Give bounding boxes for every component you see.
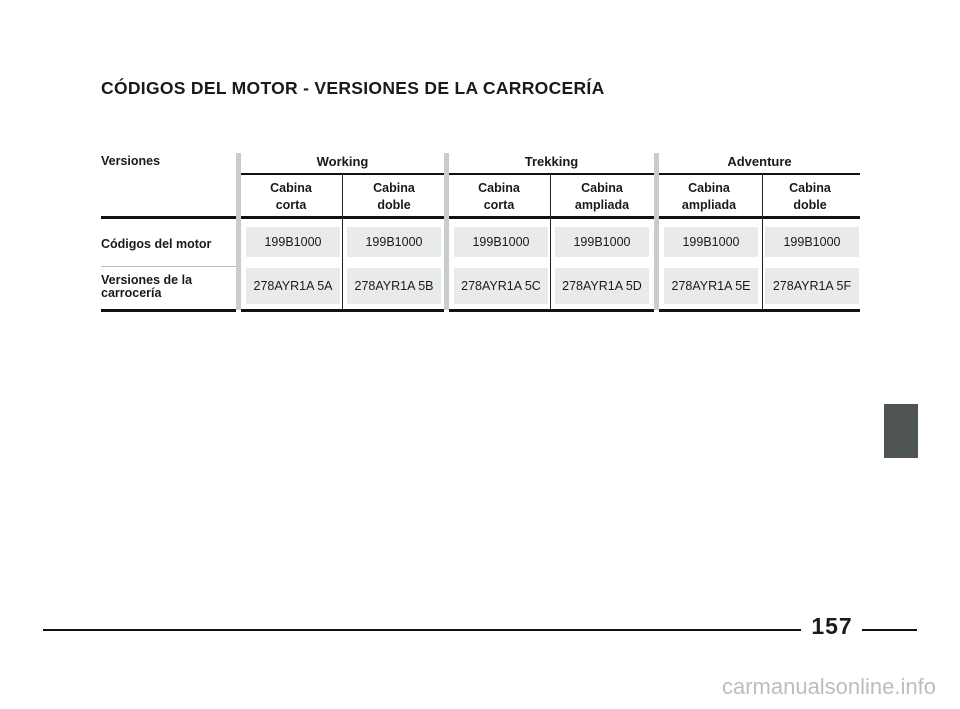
group-separator bbox=[654, 153, 659, 310]
group-header-working: Working bbox=[316, 154, 369, 169]
engine-code-cell: 199B1000 bbox=[664, 227, 758, 257]
header-rule bbox=[659, 216, 860, 219]
subheader: Cabina ampliada bbox=[574, 181, 630, 212]
body-version-cell: 278AYR1A 5C bbox=[454, 268, 548, 304]
group-underline bbox=[449, 173, 654, 175]
group-separator bbox=[236, 153, 241, 310]
column-divider bbox=[762, 175, 763, 311]
page-number: 157 bbox=[811, 613, 853, 639]
group-separator bbox=[444, 153, 449, 310]
engine-codes-table bbox=[101, 150, 860, 313]
bottom-rule bbox=[449, 309, 654, 312]
row-label-carroceria bbox=[101, 274, 192, 300]
subheader: Cabina ampliada bbox=[681, 181, 737, 212]
row-label-versiones: Versiones bbox=[101, 154, 161, 168]
row-label-codigos: Códigos del motor bbox=[101, 237, 212, 251]
column-divider bbox=[342, 175, 343, 311]
group-underline bbox=[659, 173, 860, 175]
body-version-cell: 278AYR1A 5A bbox=[246, 268, 340, 304]
row-label-carroceria-line2: carrocería bbox=[101, 286, 162, 300]
subheader: Cabina doble bbox=[373, 181, 415, 212]
group-header-trekking: Trekking bbox=[524, 154, 579, 169]
header-rule bbox=[101, 216, 236, 219]
engine-code-cell: 199B1000 bbox=[765, 227, 859, 257]
engine-code-cell: 199B1000 bbox=[454, 227, 548, 257]
engine-code-cell: 199B1000 bbox=[246, 227, 340, 257]
column-divider bbox=[550, 175, 551, 311]
subheader: Cabina doble bbox=[789, 181, 831, 212]
body-version-cell: 278AYR1A 5E bbox=[664, 268, 758, 304]
chapter-tab bbox=[884, 404, 918, 458]
subheader: Cabina corta bbox=[270, 181, 312, 212]
subheader: Cabina corta bbox=[478, 181, 520, 212]
page-title: CÓDIGOS DEL MOTOR - VERSIONES DE LA CARROCERÍA bbox=[101, 78, 605, 98]
watermark: carmanualsonline.info bbox=[721, 674, 936, 699]
engine-code-cell: 199B1000 bbox=[555, 227, 649, 257]
bottom-rule bbox=[241, 309, 444, 312]
bottom-rule bbox=[101, 309, 236, 312]
bottom-rule bbox=[659, 309, 860, 312]
row-rule bbox=[101, 266, 236, 267]
body-version-cell: 278AYR1A 5B bbox=[347, 268, 441, 304]
body-version-cell: 278AYR1A 5D bbox=[555, 268, 649, 304]
engine-code-cell: 199B1000 bbox=[347, 227, 441, 257]
row-label-carroceria-line1: Versiones de la bbox=[101, 273, 193, 287]
footer-rule-left bbox=[43, 629, 801, 631]
group-header-adventure: Adventure bbox=[727, 154, 792, 169]
footer-rule-right bbox=[862, 629, 917, 631]
body-version-cell: 278AYR1A 5F bbox=[765, 268, 859, 304]
header-rule bbox=[449, 216, 654, 219]
